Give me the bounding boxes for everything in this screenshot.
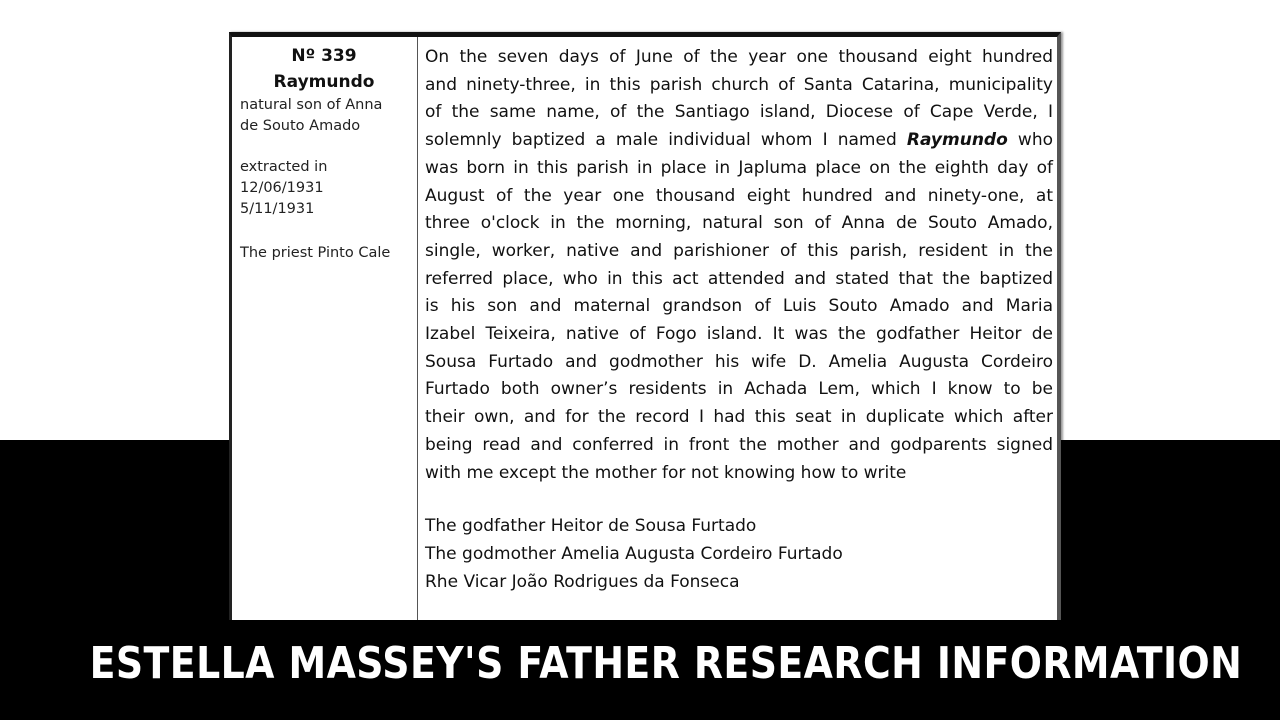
baptized-name: Raymundo	[906, 130, 1008, 151]
record-name: Raymundo	[273, 72, 375, 92]
signature-line: Rhe Vicar João Rodrigues da Fonseca	[425, 571, 740, 592]
body-line: On the seven days of June of the year one thousand eight hundred	[425, 47, 1053, 67]
body-line: was born in this parish in place in Japluma place on the eighth day of	[425, 157, 1053, 178]
extract-line: 5/11/1931	[240, 201, 315, 217]
body-line-text: solemnly baptized a male individual whom I named	[425, 130, 897, 151]
body-line-emphasis	[425, 127, 1053, 155]
body-line: single, worker, native and parishioner of this parish, resident in the	[425, 240, 1053, 261]
body-line: Furtado both owner’s residents in Achada Lem, which I know to be	[425, 379, 1053, 400]
body-line: is his son and maternal grandson of Luis Souto Amado and Maria	[425, 296, 1053, 317]
signature-line: The godfather Heitor de Sousa Furtado	[425, 516, 757, 537]
record-body	[425, 44, 1053, 596]
record-margin-column	[238, 43, 410, 264]
baptism-record-document	[229, 32, 1061, 620]
extract-line: 12/06/1931	[240, 180, 324, 196]
caption-title: ESTELLA MASSEY'S FATHER RESEARCH INFORMATION	[89, 638, 1243, 689]
record-subject	[238, 95, 410, 137]
signature-line: The godmother Amelia Augusta Cordeiro Furtado	[425, 543, 843, 564]
body-line: August of the year one thousand eight hundred and ninety-one, at	[425, 185, 1053, 206]
body-line: of the same name, of the Santiago island, Diocese of Cape Verde, I	[425, 102, 1053, 123]
body-line: and ninety-three, in this parish church of Santa Catarina, municipality	[425, 74, 1053, 95]
body-line: Sousa Furtado and godmother his wife D. Amelia Augusta Cordeiro	[425, 351, 1053, 372]
body-line: referred place, who in this act attended and stated that the baptized	[425, 268, 1053, 289]
extraction-dates	[238, 157, 410, 220]
subject-line: natural son of Anna	[240, 97, 383, 113]
body-line: being read and conferred in front the mother and godparents signed	[425, 434, 1053, 455]
body-line: with me except the mother for not knowing how to write	[425, 462, 907, 483]
extract-line: extracted in	[240, 159, 328, 175]
column-divider	[417, 37, 418, 620]
record-number: Nº 339	[291, 46, 357, 66]
body-line-tail: who	[1017, 130, 1054, 151]
subject-line: de Souto Amado	[240, 118, 361, 134]
signature-block	[425, 513, 1053, 596]
body-line: their own, and for the record I had this seat in duplicate which after	[425, 407, 1053, 428]
body-line: Izabel Teixeira, native of Fogo island. It was the godfather Heitor de	[425, 324, 1053, 345]
body-line: three o'clock in the morning, natural son of Anna de Souto Amado,	[425, 213, 1053, 234]
priest-name: The priest Pinto Cale	[240, 245, 391, 261]
